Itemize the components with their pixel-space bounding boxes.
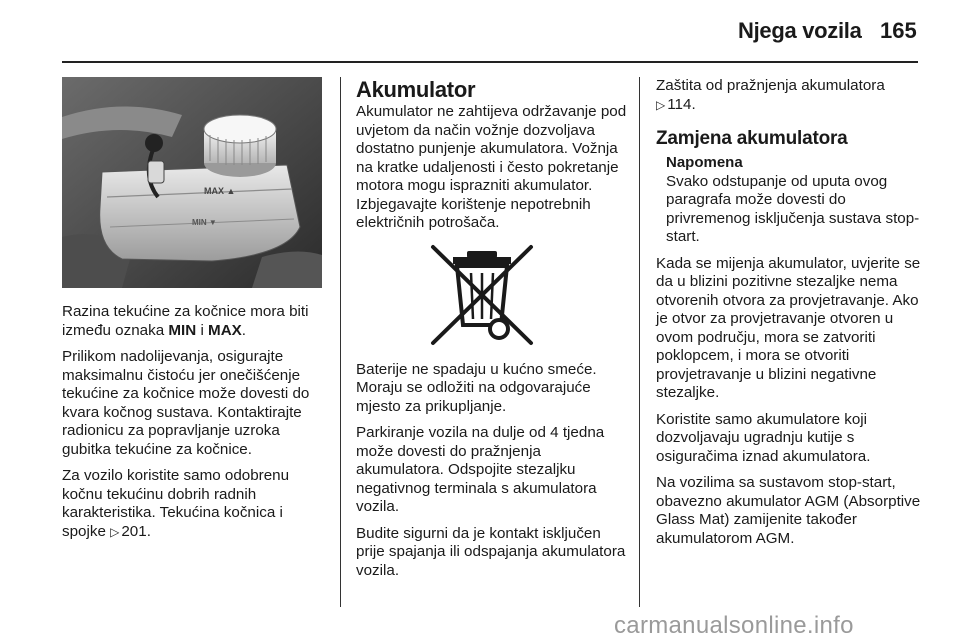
reservoir-max-label: MAX ▲ [204, 186, 236, 196]
header-rule [62, 61, 918, 63]
paragraph-battery-disposal: Baterije ne spadaju u kućno smeće. Moraju se odložiti na odgovarajuće mjesto za prikupljanje. [356, 360, 597, 415]
watermark: carmanualsonline.info [614, 612, 854, 639]
min-mark-label: MIN [168, 321, 197, 339]
column-divider-2 [639, 77, 640, 607]
paragraph-agm: Na vozilima sa sustavom stop-start, obavezno akumulator AGM (Absorptive Glass Mat) zamijenite također akumulatorom AGM. [656, 474, 921, 547]
column-3 [656, 77, 922, 556]
paragraph-topping-up: Prilikom nadolijevanja, osigurajte maksimalnu čistoću jer onečišćenje tekućine za kočnice može dovesti do kvara kočnog sustava. Kontaktirajte radionicu za popravljanje uzroka gubitka tekućine za kočnice. [62, 348, 310, 458]
section-heading-akumulator: Akumulator [356, 77, 476, 102]
note-title: Napomena [666, 154, 743, 171]
column-1 [62, 303, 330, 549]
max-mark-label: MAX [208, 321, 242, 339]
paragraph-discharge-protection: Zaštita od pražnjenja akumulatora ▷ 114. [656, 77, 885, 113]
note-text: Svako odstupanje od uputa ovog paragrafa može dovesti do privremenog isključenja sustava stop-start. [666, 172, 920, 245]
column-divider-1 [340, 77, 341, 607]
crossed-out-bin-icon [427, 243, 537, 347]
page-reference-arrow-icon: ▷ [656, 97, 666, 112]
page-reference-link[interactable]: 201. [121, 522, 151, 540]
paragraph-battery-maintenance: Akumulator ne zahtijeva održavanje pod uvjetom da način vožnje dozvoljava dostatno punjenje akumulatora. Vožnja na kratke udaljenosti i često pokretanje motora mogu isprazniti akumulator. [356, 103, 627, 194]
brake-fluid-reservoir-photo [62, 77, 322, 288]
reservoir-min-label: MIN ▼ [192, 218, 217, 227]
paragraph-ventilation: Kada se mijenja akumulator, uvjerite se da u blizini pozitivne stezaljke nema otvorenih otvora za provjetravanje. Ako je otvor za provjetravanje otvoren u ovom području, mora se zatvoriti poklopcem, i mora se otvoriti provjetravanje u blizini negativne stezaljke. [656, 254, 921, 401]
subheading-battery-replacement: Zamjena akumulatora [656, 128, 848, 149]
note-box [666, 154, 922, 247]
paragraph-approved-fluid: Za vozilo koristite samo odobrenu kočnu tekućinu dobrih radnih karakteristika. Tekućina kočnica i spojke ▷ 201. [62, 467, 290, 540]
paragraph-ignition-off: Budite sigurni da je kontakt isključen prije spajanja ili odspajanja akumulatora vozila. [356, 524, 626, 579]
column-2 [356, 78, 628, 588]
paragraph-avoid-consumers: Izbjegavajte korištenje nepotrebnih električnih potrošača. [356, 195, 591, 231]
page-reference-arrow-icon: ▷ [110, 524, 120, 539]
paragraph-fuse-box: Koristite samo akumulatore koji dozvoljavaju ugradnju kutije s osiguračima iznad akumulatora. [656, 410, 871, 465]
page-reference-link[interactable]: 114. [667, 95, 696, 113]
reservoir-illustration [62, 77, 322, 288]
paragraph-fluid-level: Razina tekućine za kočnice mora biti između oznaka MIN i MAX. [62, 303, 309, 339]
page-number: 165 [880, 18, 917, 43]
page-header-title: Njega vozila [738, 18, 862, 43]
paragraph-parking: Parkiranje vozila na dulje od 4 tjedna može dovesti do pražnjenja akumulatora. Odspojite stezaljku negativnog terminala s akumulatora vozila. [356, 424, 605, 515]
